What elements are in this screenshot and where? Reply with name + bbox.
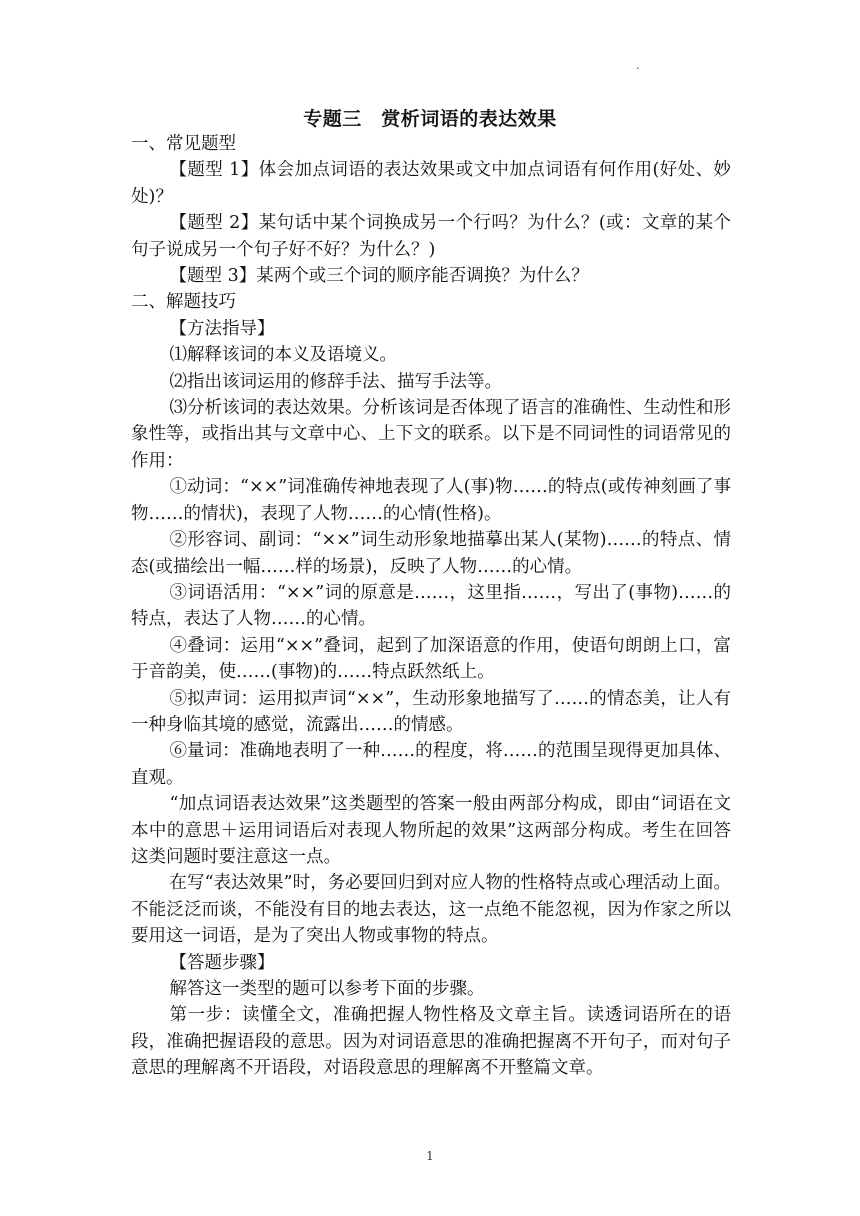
paragraph-type-1: 【题型 1】体会加点词语的表达效果或文中加点词语有何作用(好处、妙处)？ [131, 160, 731, 207]
header-dot: . [636, 58, 640, 72]
section-heading-types: 一、常见题型 [131, 134, 236, 154]
paragraph-method-3: ⑶分析该词的表达效果。分析该词是否体现了语言的准确性、生动性和形象性等，或指出其与文章中心、上下文的联系。以下是不同词性的词语常见的作用： [131, 398, 731, 471]
paragraph-method-1: ⑴解释该词的本义及语境义。 [169, 345, 397, 366]
document-body [131, 131, 731, 1082]
paragraph-steps-intro: 解答这一类型的题可以参考下面的步骤。 [169, 979, 485, 999]
paragraph-reduplication: ④叠词：运用“××”叠词，起到了加深语意的作用，使语句朗朗上口，富于音韵美，使……(事物)的……特点跃然纸上。 [131, 635, 731, 683]
paragraph-word-usage: ③词语活用：“××”词的原意是……，这里指……，写出了(事物)……的特点，表达了人物……的心情。 [131, 582, 731, 630]
paragraph-answer-structure: “加点词语表达效果”这类题型的答案一般由两部分构成，即由“词语在文本中的意思＋运用词语后对表现人物所起的效果”这两部分构成。考生在回答这类问题时要注意这一点。 [131, 794, 731, 867]
section-heading-techniques: 二、解题技巧 [131, 292, 236, 313]
paragraph-measure-word: ⑥量词：准确地表明了一种……的程度，将……的范围呈现得更加具体、直观。 [131, 741, 731, 788]
paragraph-adjective: ②形容词、副词：“××”词生动形象地描摹出某人(某物)……的特点、情态(或描绘出一幅……样的场景)，反映了人物……的心情。 [131, 530, 731, 577]
paragraph-type-3: 【题型 3】某两个或三个词的顺序能否调换？为什么？ [169, 266, 589, 287]
page-title: 专题三 赏析词语的表达效果 [303, 108, 557, 130]
paragraph-method-2: ⑵指出该词运用的修辞手法、描写手法等。 [169, 371, 502, 392]
subheading-steps: 【答题步骤】 [169, 952, 275, 973]
paragraph-step-1: 第一步：读懂全文，准确把握人物性格及文章主旨。读透词语所在的语段，准确把握语段的意思。因为对词语意思的准确把握离不开句子，而对句子意思的理解离不开语段，对语段意思的理解离不开整篇文章。 [131, 1005, 731, 1079]
paragraph-type-2: 【题型 2】某句话中某个词换成另一个行吗？为什么？(或：文章的某个句子说成另一个句子好不好？为什么？) [131, 213, 731, 260]
paragraph-onomatopoeia: ⑤拟声词：运用拟声词“××”，生动形象地描写了……的情态美，让人有一种身临其境的感觉，流露出……的情感。 [131, 688, 731, 735]
paragraph-expression-effect: 在写“表达效果”时，务必要回归到对应人物的性格特点或心理活动上面。不能泛泛而谈，不能没有目的地去表达，这一点绝不能忽视，因为作家之所以要用这一词语，是为了突出人物或事物的特点。 [131, 873, 731, 947]
subheading-method: 【方法指导】 [169, 318, 275, 339]
paragraph-verb: ①动词：“××”词准确传神地表现了人(事)物……的特点(或传神刻画了事物……的情状)，表现了人物……的心情(性格)。 [131, 477, 731, 524]
page-number: 1 [426, 1149, 434, 1163]
